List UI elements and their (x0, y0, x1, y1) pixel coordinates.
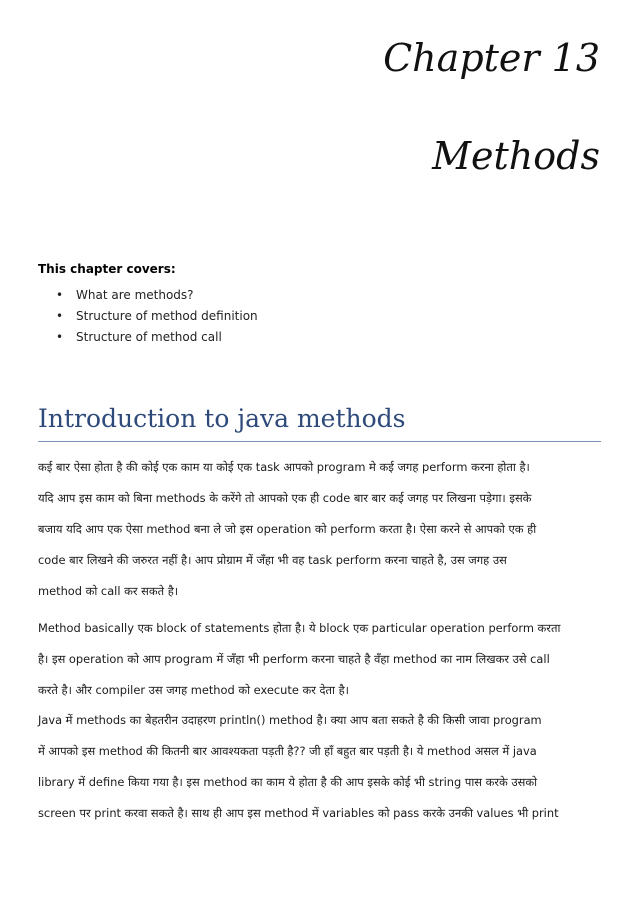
covers-list (38, 285, 258, 348)
paragraph-1 (38, 452, 601, 607)
chapter-title: Methods (432, 134, 600, 178)
section-heading: Introduction to java methods (38, 404, 406, 433)
list-item (38, 285, 258, 306)
text-line: कई बार ऐसा होता है की कोई एक काम या कोई एक task आपको program मे कई जगह perform करना होता है। (38, 460, 530, 474)
text-line: library में define किया गया है। इस method का काम ये होता है की आप इसके कोई भी string पास करके उसको (38, 775, 538, 789)
chapter-number: Chapter 13 (383, 36, 600, 80)
bullet-icon: • (56, 309, 64, 323)
list-item (38, 306, 258, 327)
paragraph-2 (38, 613, 601, 706)
list-item-text: Structure of method call (76, 330, 222, 344)
list-item (38, 327, 258, 348)
text-line: है। इस operation को आप program में जँहा भी perform करना चाहते है वँहा method का नाम लिखकर उसे call (38, 652, 550, 666)
text-line: बजाय यदि आप एक ऐसा method बना ले जो इस operation को perform करता है। ऐसा करने से आपको एक ही (38, 522, 537, 536)
bullet-icon: • (56, 288, 64, 302)
list-item-text: What are methods? (76, 288, 194, 302)
text-line: Method basically एक block of statements होता है। ये block एक particular operation perform करता (38, 621, 561, 635)
paragraph-3 (38, 705, 601, 829)
text-line: screen पर print करवा सकते है। साथ ही आप इस method में variables को pass करके उनकी values भी print (38, 806, 559, 820)
text-line: Java में methods का बेहतरीन उदाहरण println() method है। क्या आप बता सकते है की किसी जावा program (38, 713, 542, 727)
text-line: code बार लिखने की जरुरत नहीं है। आप प्रोग्राम में जँहा भी वह task perform करना चाहते है, उस जगह उस (38, 553, 507, 567)
bullet-icon: • (56, 330, 64, 344)
text-line: यदि आप इस काम को बिना methods के करेंगे तो आपको एक ही code बार बार कई जगह पर लिखना पड़ेगा। इसके (38, 491, 532, 505)
text-line: में आपको इस method की कितनी बार आवश्यकता पड़ती है?? जी हॉं बहुत बार पड़ती है। ये method असल में java (38, 744, 537, 758)
section-divider (38, 441, 601, 442)
text-line: method को call कर सकते है। (38, 584, 179, 598)
text-line: करते है। और compiler उस जगह method को execute कर देता है। (38, 683, 349, 697)
list-item-text: Structure of method definition (76, 309, 258, 323)
covers-heading: This chapter covers: (38, 262, 176, 276)
